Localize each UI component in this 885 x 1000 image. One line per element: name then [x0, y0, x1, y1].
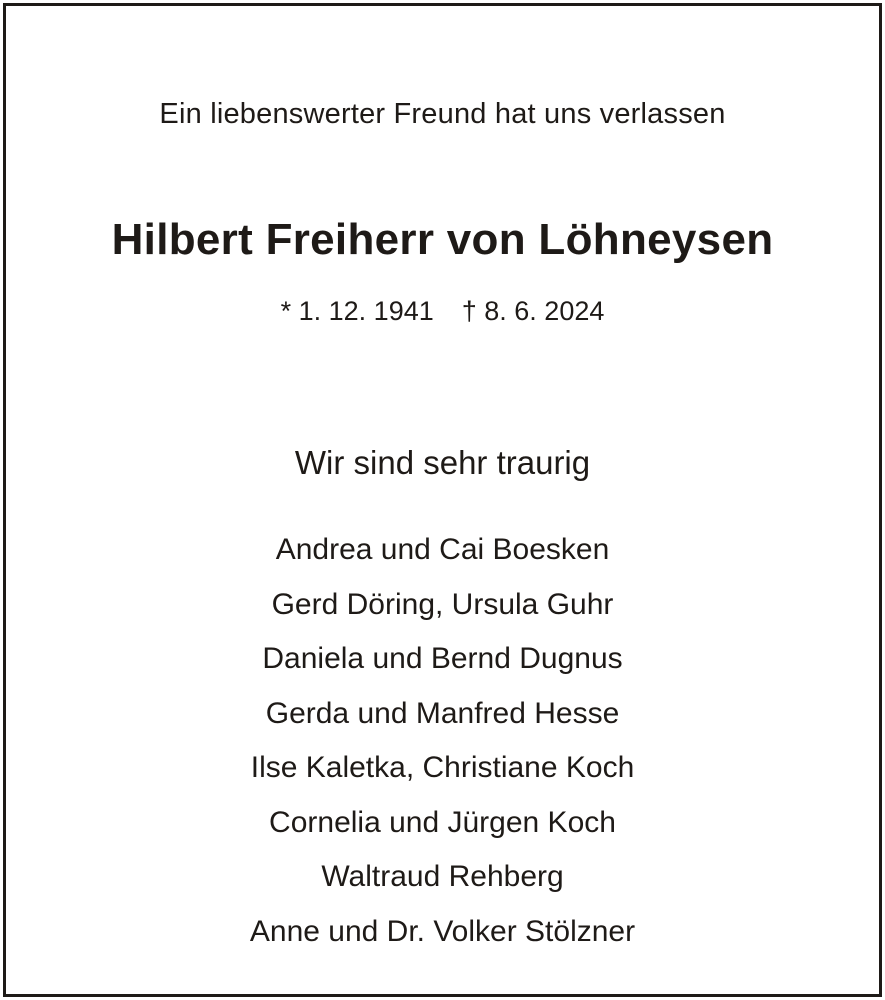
mourner-entry: Cornelia und Jürgen Koch — [269, 805, 616, 839]
deceased-name: Hilbert Freiherr von Löhneysen — [111, 215, 774, 264]
birth-date: * 1. 12. 1941 — [280, 296, 434, 326]
sorrow-text: Wir sind sehr traurig — [294, 444, 591, 481]
mourner-entry: Gerda und Manfred Hesse — [265, 696, 620, 730]
mourner-entry: Gerd Döring, Ursula Guhr — [271, 587, 614, 621]
intro-text: Ein liebenswerter Freund hat uns verlassen — [159, 98, 726, 130]
life-dates — [0, 296, 885, 327]
mourner-entry: Anne und Dr. Volker Stölzner — [249, 914, 636, 948]
mourners-list — [0, 530, 885, 966]
mourner-entry: Andrea und Cai Boesken — [275, 533, 610, 566]
death-date: † 8. 6. 2024 — [461, 296, 605, 326]
mourner-entry: Ilse Kaletka, Christiane Koch — [250, 751, 635, 784]
mourner-entry: Waltraud Rehberg — [321, 860, 564, 893]
mourner-entry: Daniela und Bernd Dugnus — [262, 642, 623, 675]
